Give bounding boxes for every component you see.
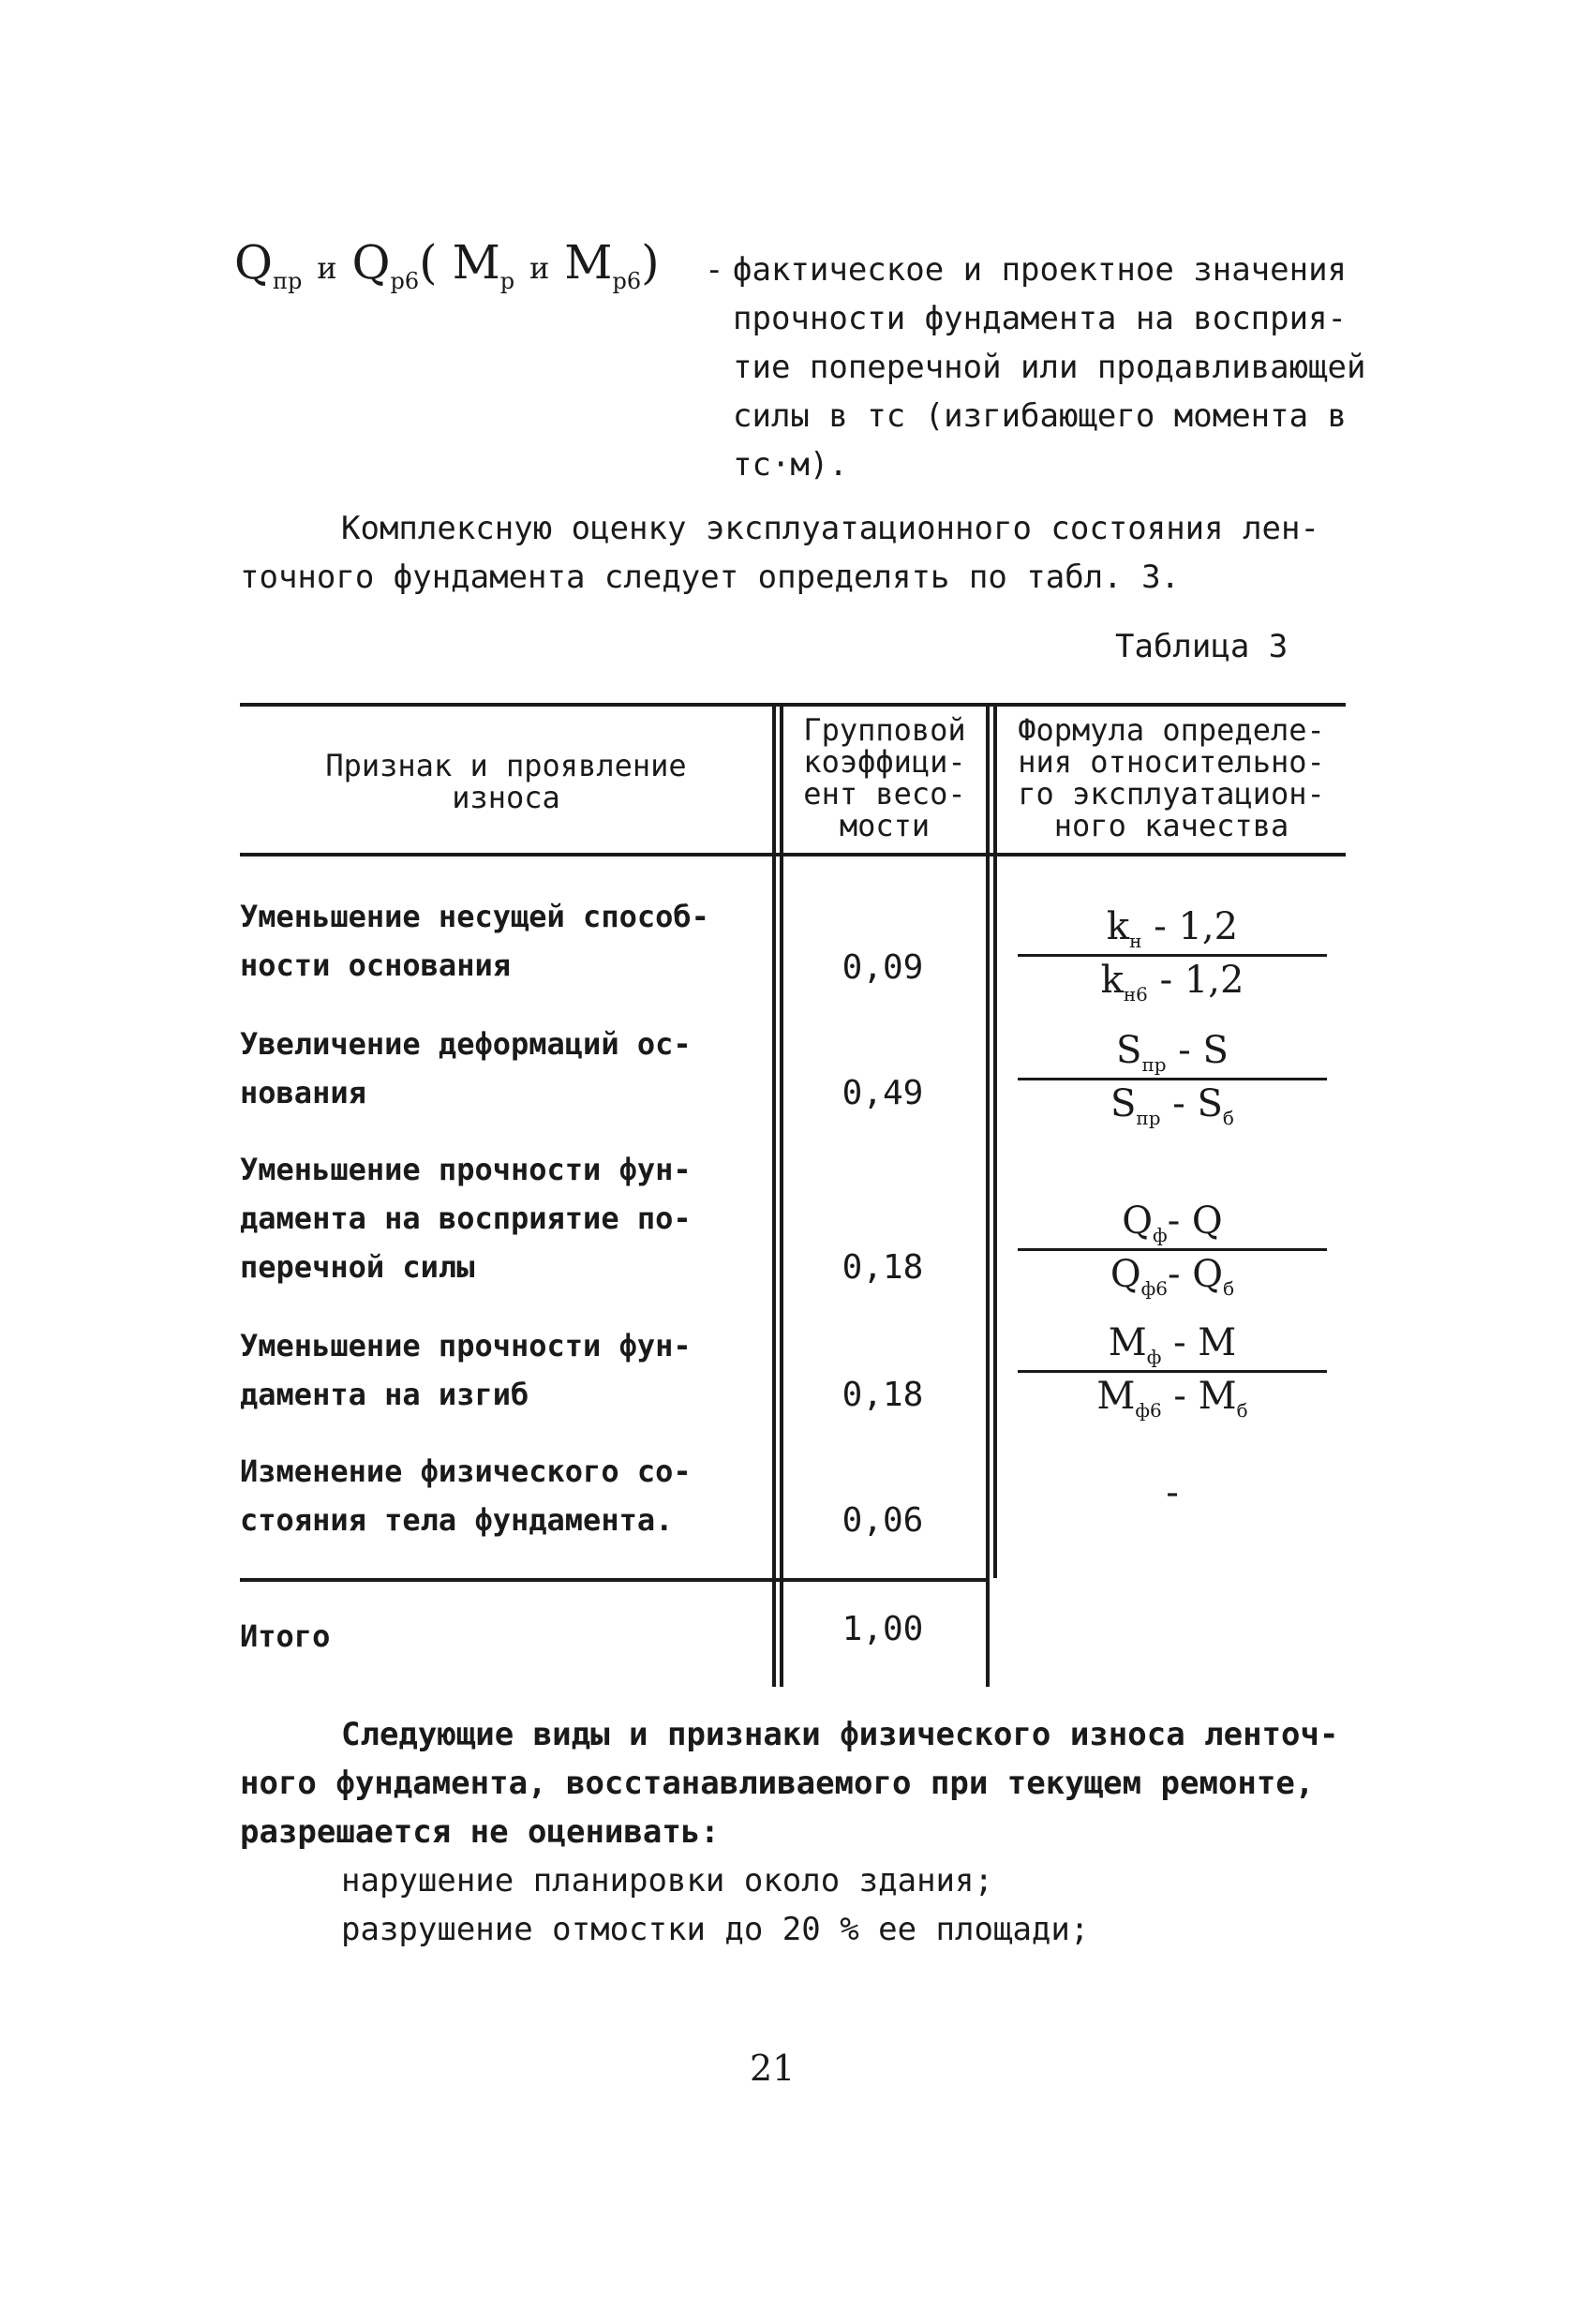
formula-term: - 1,2	[1147, 959, 1244, 1002]
formula-term: - Q	[1167, 1199, 1223, 1243]
paragraph-exclusions	[240, 1710, 1338, 1954]
exclusion-item: нарушение планировки около здания;	[341, 1862, 993, 1899]
formula-term: - M	[1161, 1321, 1237, 1364]
row-feature	[240, 892, 709, 990]
conjunction: и	[529, 250, 550, 286]
row-formula	[1018, 1321, 1327, 1422]
formula-term: - S	[1166, 1029, 1229, 1072]
header-line: ния относительно-	[1018, 744, 1325, 780]
definition-line: тс·м).	[733, 446, 848, 484]
row-feature-line: стояния тела фундамента.	[240, 1502, 674, 1538]
table-total-rule	[240, 1578, 990, 1582]
table-col-rule	[986, 707, 990, 1687]
formula-denominator	[1018, 1248, 1327, 1300]
row-feature	[240, 1020, 692, 1117]
definition-line: фактическое и проектное значения	[733, 251, 1348, 289]
formula-denominator	[1018, 1370, 1327, 1422]
formula-term: - S	[1160, 1082, 1223, 1125]
formula-subscript: ф	[1146, 1346, 1162, 1368]
total-label: Итого	[240, 1618, 331, 1654]
row-feature-line: Уменьшение прочности фун-	[240, 1152, 692, 1187]
header-feature	[240, 750, 772, 813]
row-coefficient: 0,09	[842, 948, 924, 987]
header-line: Формула определе-	[1018, 712, 1325, 748]
paragraph-line: Следующие виды и признаки физического износа ленточ-	[341, 1716, 1339, 1753]
formula-subscript: ф6	[1135, 1399, 1162, 1422]
row-feature-line: ности основания	[240, 947, 511, 983]
header-line: износа	[452, 780, 560, 815]
exclusion-item: разрушение отмостки до 20 % ее площади;	[341, 1911, 1090, 1948]
formula-subscript: пр	[1136, 1107, 1161, 1129]
wear-assessment-table	[240, 703, 1346, 1687]
total-value: 1,00	[842, 1610, 924, 1648]
header-line: Признак и проявление	[325, 748, 687, 783]
definition-line: силы в тс (изгибающего момента в	[733, 397, 1348, 435]
formula-numerator	[1018, 905, 1327, 954]
definition-symbols	[234, 234, 660, 309]
formula-symbol: k	[1100, 959, 1124, 1002]
definition-line: прочности фундамента на восприя-	[733, 300, 1348, 337]
symbol-q: Q	[234, 235, 273, 290]
formula-numerator	[1018, 1199, 1327, 1248]
header-line: го эксплуатацион-	[1018, 776, 1325, 812]
paragraph-line: разрешается не оценивать:	[240, 1813, 720, 1851]
row-coefficient: 0,18	[842, 1376, 924, 1414]
symbol-m2: M	[564, 235, 613, 290]
formula-term: - M	[1161, 1375, 1237, 1418]
symbol-m: M	[452, 235, 500, 290]
formula-denominator	[1018, 1078, 1327, 1129]
formula-subscript: б	[1236, 1399, 1248, 1422]
row-formula	[1018, 1199, 1327, 1300]
formula-subscript: ф6	[1140, 1277, 1169, 1300]
row-feature	[240, 1321, 692, 1419]
formula-symbol: M	[1108, 1321, 1147, 1364]
row-feature	[240, 1145, 692, 1291]
formula-symbol: k	[1106, 905, 1130, 948]
formula-subscript: пр	[1141, 1053, 1167, 1076]
formula-subscript: б	[1223, 1277, 1235, 1300]
formula-symbol: Q	[1122, 1199, 1154, 1243]
header-line: ного качества	[1053, 808, 1289, 843]
row-formula	[1018, 905, 1327, 1006]
symbol-m2-subscript: р6	[612, 268, 642, 294]
definition-line: тие поперечной или продавливающей	[733, 349, 1366, 386]
row-feature	[240, 1447, 692, 1544]
table-top-rule	[240, 703, 1346, 707]
definition-text	[733, 246, 1389, 489]
header-line: коэффици-	[803, 744, 966, 780]
row-feature-line: перечной силы	[240, 1249, 475, 1285]
paragraph-line: Комплексную оценку эксплуатационного состояния лен-	[341, 510, 1319, 547]
formula-denominator	[1018, 954, 1327, 1006]
row-feature-line: дамента на восприятие по-	[240, 1200, 692, 1236]
formula-numerator	[1018, 1321, 1327, 1370]
paragraph-intro	[240, 504, 1319, 602]
row-feature-line: Изменение физического со-	[240, 1453, 692, 1489]
conjunction: и	[317, 250, 337, 286]
formula-term: - Q	[1168, 1253, 1224, 1296]
paragraph-line: ного фундамента, восстанавливаемого при текущем ремонте,	[240, 1765, 1315, 1802]
header-line: ент весо-	[803, 776, 966, 812]
formula-term: - 1,2	[1141, 905, 1239, 948]
paren-open: (	[419, 235, 438, 290]
row-formula	[1018, 1029, 1327, 1129]
header-formula	[997, 714, 1346, 842]
formula-symbol: Q	[1110, 1253, 1141, 1296]
header-line: мости	[839, 808, 931, 843]
row-feature-line: нования	[240, 1075, 366, 1110]
row-formula-dash: -	[1166, 1471, 1179, 1514]
table-title: Таблица 3	[1115, 628, 1289, 665]
row-feature-line: Уменьшение несущей способ-	[240, 899, 709, 934]
symbol-q-subscript: пр	[273, 268, 303, 294]
symbol-q2-subscript: р6	[390, 268, 420, 294]
paragraph-line: точного фундамента следует определять по табл. 3.	[240, 559, 1181, 596]
definition-dash: -	[705, 251, 724, 289]
row-feature-line: Увеличение деформаций ос-	[240, 1026, 692, 1062]
page-number: 21	[750, 2048, 796, 2089]
table-col-rule	[780, 707, 783, 1687]
table-header-rule	[240, 853, 1346, 857]
formula-subscript: н6	[1123, 983, 1148, 1006]
row-coefficient: 0,18	[842, 1248, 924, 1287]
formula-subscript: б	[1222, 1107, 1234, 1129]
formula-symbol: S	[1110, 1082, 1137, 1125]
row-coefficient: 0,06	[842, 1501, 924, 1540]
formula-numerator	[1018, 1029, 1327, 1078]
formula-symbol: M	[1096, 1375, 1136, 1418]
table-col-rule	[772, 707, 776, 1687]
row-coefficient: 0,49	[842, 1074, 924, 1112]
symbol-q2: Q	[351, 235, 391, 290]
formula-subscript: н	[1129, 930, 1142, 952]
paren-close: )	[641, 235, 660, 290]
header-line: Групповой	[803, 712, 966, 748]
row-feature-line: дамента на изгиб	[240, 1377, 529, 1412]
symbol-m-subscript: р	[499, 268, 515, 294]
header-coefficient	[783, 714, 986, 842]
formula-symbol: S	[1116, 1029, 1142, 1072]
formula-subscript: ф	[1153, 1224, 1168, 1246]
row-feature-line: Уменьшение прочности фун-	[240, 1328, 692, 1363]
